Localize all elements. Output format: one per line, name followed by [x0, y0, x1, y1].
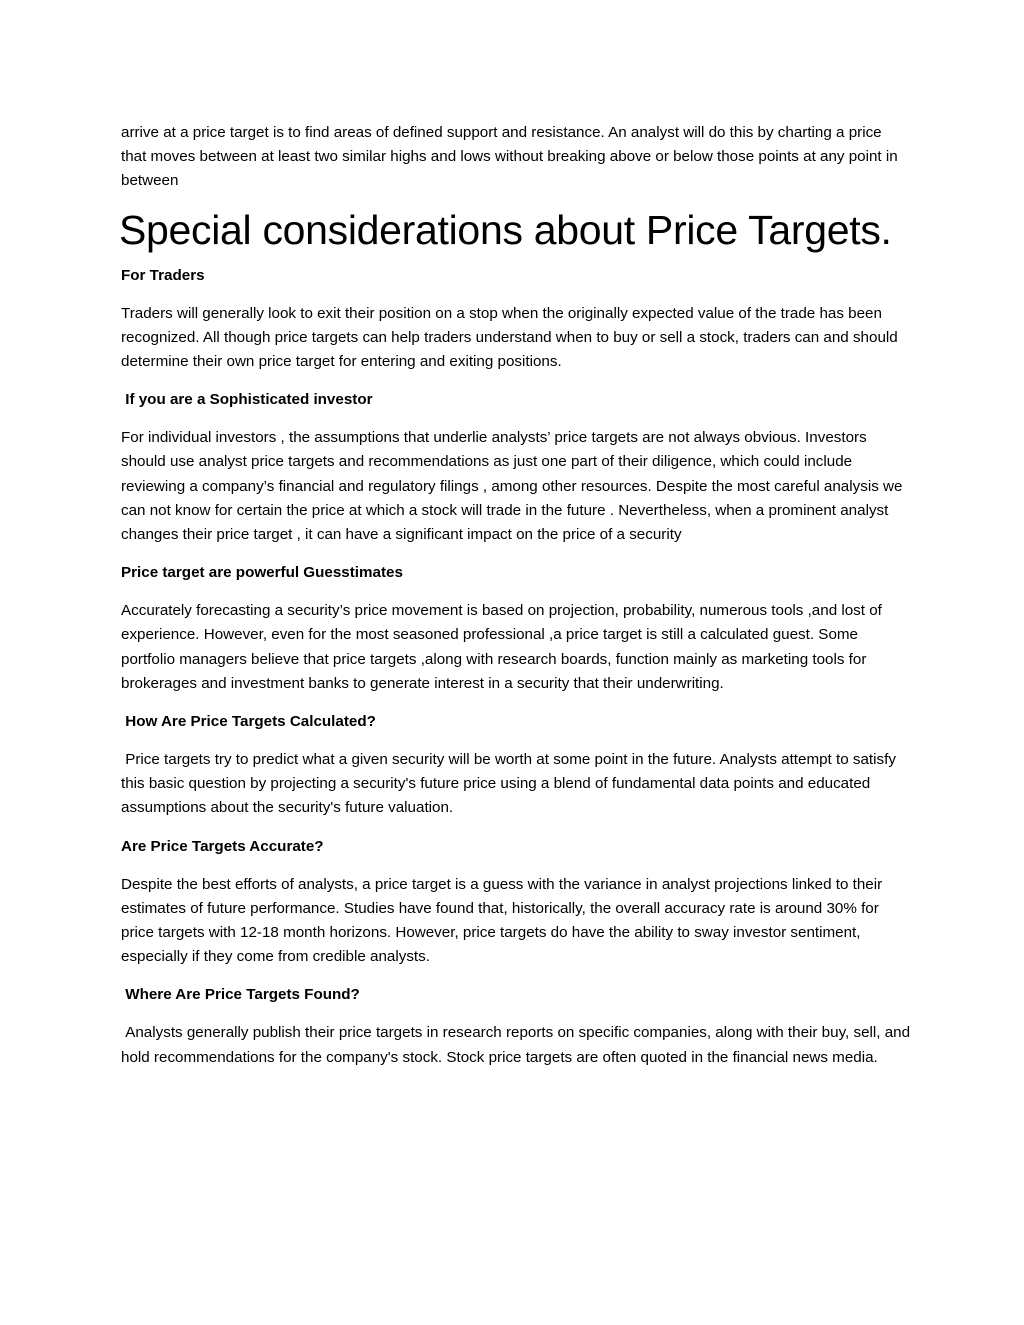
section-heading: For Traders	[121, 266, 205, 284]
section-how-calculated	[121, 710, 911, 821]
intro-paragraph: arrive at a price target is to find areas of defined support and resistance. An analyst will do this by charting a price that moves between at least two similar highs and lows without breaking above or below those points at any point in between	[121, 124, 902, 190]
section-heading: How Are Price Targets Calculated?	[121, 713, 376, 731]
section-sophisticated-investor	[121, 388, 911, 547]
section-heading: Price target are powerful Guesstimates	[121, 564, 403, 582]
section-body: For individual investors , the assumptions that underlie analysts’ price targets are not always obvious. Investors should use analyst price targets and recommendations as just one part of their diligence, which could include reviewing a company’s financial and regulatory filings , among other resources. Despite the most careful analysis we can not know for certain the price at which a stock will trade in the future . Nevertheless, when a prominent analyst changes their price target , it can have a significant impact on the price of a security	[121, 429, 907, 544]
section-where-found	[121, 983, 915, 1069]
section-accurate	[121, 835, 911, 970]
section-heading: Where Are Price Targets Found?	[121, 986, 360, 1004]
section-guesstimates	[121, 561, 911, 696]
section-for-traders	[121, 264, 911, 375]
document-page	[119, 121, 915, 1084]
section-heading: If you are a Sophisticated investor	[121, 391, 373, 409]
section-body: Price targets try to predict what a given security will be worth at some point in the future. Analysts attempt to satisfy this basic question by projecting a security's future price using a blend of fundamental data points and educated assumptions about the security's future valuation.	[121, 751, 901, 817]
section-heading: Are Price Targets Accurate?	[121, 837, 324, 855]
section-body: Despite the best efforts of analysts, a price target is a guess with the variance in analyst projections linked to their estimates of future performance. Studies have found that, historically, the overall accuracy rate is around 30% for price targets with 12-18 month horizons. However, price targets do have the ability to sway investor sentiment, especially if they come from credible analysts.	[121, 875, 887, 966]
section-body: Accurately forecasting a security’s price movement is based on projection, probability, numerous tools ,and lost of experience. However, even for the most seasoned professional ,a price target is still a calculated guest. Some portfolio managers believe that price targets ,along with research boards, function mainly as marketing tools for brokerages and investment banks to generate interest in a security that their underwriting.	[121, 602, 887, 692]
section-body: Traders will generally look to exit their position on a stop when the originally expected value of the trade has been recognized. All though price targets can help traders understand when to buy or sell a stock, traders can and should determine their own price target for entering and exiting positions.	[121, 304, 902, 371]
section-body: Analysts generally publish their price targets in research reports on specific companies, along with their buy, sell, and hold recommendations for the company's stock. Stock price targets are often quoted in the financial news media.	[121, 1024, 915, 1066]
page-title: Special considerations about Price Targets.	[119, 206, 892, 253]
